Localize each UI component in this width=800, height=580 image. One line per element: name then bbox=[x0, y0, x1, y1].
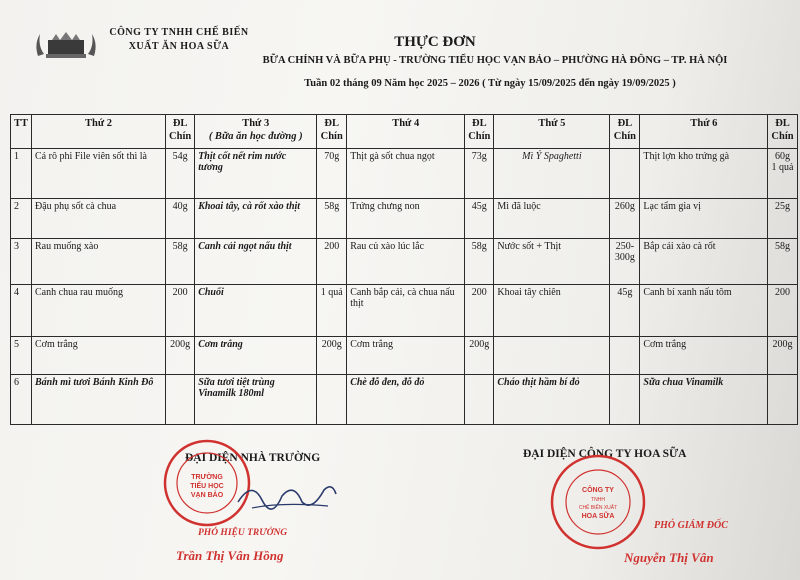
week-range: Tuần 02 tháng 09 Năm học 2025 – 2026 ( Từ ngày 15/09/2025 đến ngày 19/09/2025 ) bbox=[304, 78, 676, 89]
company-signer-title: PHÓ GIÁM ĐỐC bbox=[654, 520, 728, 531]
cell-dish: Mì đã luộc bbox=[494, 199, 610, 239]
school-representative-label: ĐẠI DIỆN NHÀ TRƯỜNG bbox=[185, 452, 321, 464]
cell-qty bbox=[610, 149, 640, 199]
table-header-row bbox=[11, 115, 798, 149]
cell-dish: Cá rô phi File viên sốt thì là bbox=[32, 149, 166, 199]
cell-tt: 2 bbox=[11, 199, 32, 239]
svg-text:CÔNG TY: CÔNG TY bbox=[582, 487, 614, 494]
cell-dish: Cơm trắng bbox=[195, 337, 317, 375]
cell-dish: Cơm trắng bbox=[640, 337, 768, 375]
cell-qty: 25g bbox=[768, 199, 797, 239]
cell-dish: Mì Ý Spaghetti bbox=[494, 149, 610, 199]
cell-dish: Nước sốt + Thịt bbox=[494, 239, 610, 285]
table-row bbox=[11, 337, 798, 375]
cell-qty bbox=[166, 375, 195, 425]
school-signer-name: Trần Thị Vân Hồng bbox=[176, 548, 284, 563]
cell-dish: Trứng chưng non bbox=[347, 199, 465, 239]
cell-qty: 1 quả bbox=[317, 285, 347, 337]
cell-qty: 200g bbox=[166, 337, 195, 375]
company-name-line2: XUẤT ĂN HOA SỮA bbox=[128, 41, 230, 52]
cell-qty: 58g bbox=[317, 199, 347, 239]
svg-text:HOA SỮA: HOA SỮA bbox=[581, 513, 615, 520]
cell-qty bbox=[610, 337, 640, 375]
cell-qty: 200g bbox=[317, 337, 347, 375]
table-row bbox=[11, 149, 798, 199]
cell-dish: Bắp cải xào cà rốt bbox=[640, 239, 768, 285]
cell-dish: Canh bắp cải, cà chua nấu thịt bbox=[347, 285, 465, 337]
table-row bbox=[11, 199, 798, 239]
svg-text:VẠN BẢO: VẠN BẢO bbox=[190, 492, 224, 499]
cell-qty bbox=[610, 375, 640, 425]
cell-dish: Thịt cốt nết rim nước tương bbox=[195, 149, 317, 199]
cell-qty: 200g bbox=[768, 337, 797, 375]
svg-text:CHẾ BIẾN XUẤT: CHẾ BIẾN XUẤT bbox=[578, 505, 618, 511]
cell-dish: Rau muống xào bbox=[32, 239, 166, 285]
cell-qty: 200 bbox=[317, 239, 347, 285]
cell-dish: Bánh mì tươi Bánh Kinh Đô bbox=[32, 375, 166, 425]
col-dl-chin: ĐL Chín bbox=[610, 115, 640, 149]
col-thu6: Thứ 6 bbox=[640, 115, 768, 149]
col-tt: TT bbox=[11, 115, 32, 149]
col-thu5: Thứ 5 bbox=[494, 115, 610, 149]
cell-qty bbox=[465, 375, 494, 425]
cell-tt: 6 bbox=[11, 375, 32, 425]
cell-dish: Chuối bbox=[195, 285, 317, 337]
cell-qty: 200 bbox=[768, 285, 797, 337]
cell-dish bbox=[494, 337, 610, 375]
cell-qty: 200 bbox=[166, 285, 195, 337]
col-dl-chin: ĐL Chín bbox=[166, 115, 195, 149]
cell-tt: 5 bbox=[11, 337, 32, 375]
company-stamp bbox=[548, 452, 648, 552]
cell-qty: 260g bbox=[610, 199, 640, 239]
svg-text:TRƯỜNG: TRƯỜNG bbox=[191, 474, 223, 481]
cell-tt: 4 bbox=[11, 285, 32, 337]
cell-qty: 58g bbox=[166, 239, 195, 285]
cell-qty: 200g bbox=[465, 337, 494, 375]
cell-dish: Thịt lợn kho trứng gà bbox=[640, 149, 768, 199]
cell-dish: Thịt gà sốt chua ngọt bbox=[347, 149, 465, 199]
col-dl-chin: ĐL Chín bbox=[317, 115, 347, 149]
cell-dish: Khoai tây chiên bbox=[494, 285, 610, 337]
cell-qty: 45g bbox=[465, 199, 494, 239]
cell-qty: 70g bbox=[317, 149, 347, 199]
school-signer-title: PHÓ HIỆU TRƯỞNG bbox=[198, 528, 288, 538]
cell-qty: 60g 1 quả bbox=[768, 149, 797, 199]
cell-dish: Sữa chua Vinamilk bbox=[640, 375, 768, 425]
col-thu3: Thứ 3 ( Bữa ăn học đường ) bbox=[195, 115, 317, 149]
cell-qty: 54g bbox=[166, 149, 195, 199]
table-row bbox=[11, 239, 798, 285]
company-name-line1: CÔNG TY TNHH CHẾ BIẾN bbox=[109, 27, 249, 38]
cell-dish: Cơm trắng bbox=[347, 337, 465, 375]
cell-dish: Canh chua rau muống bbox=[32, 285, 166, 337]
cell-tt: 1 bbox=[11, 149, 32, 199]
cell-dish: Canh cải ngọt nấu thịt bbox=[195, 239, 317, 285]
col-thu2: Thứ 2 bbox=[32, 115, 166, 149]
school-signature bbox=[232, 472, 342, 522]
menu-table bbox=[10, 114, 798, 425]
col-dl-chin: ĐL Chín bbox=[768, 115, 797, 149]
cell-qty bbox=[768, 375, 797, 425]
table-row bbox=[11, 375, 798, 425]
cell-dish: Cơm trắng bbox=[32, 337, 166, 375]
company-representative-label: ĐẠI DIỆN CÔNG TY HOA SỮA bbox=[523, 448, 687, 460]
cell-qty bbox=[317, 375, 347, 425]
cell-dish: Sữa tươi tiệt trùng Vinamilk 180ml bbox=[195, 375, 317, 425]
company-signer-name: Nguyễn Thị Vân bbox=[624, 550, 714, 565]
table-row bbox=[11, 285, 798, 337]
cell-dish: Cháo thịt hầm bí đỏ bbox=[494, 375, 610, 425]
col-dl-chin: ĐL Chín bbox=[465, 115, 494, 149]
cell-qty: 200 bbox=[465, 285, 494, 337]
svg-text:TNHH: TNHH bbox=[591, 497, 605, 503]
cell-dish: Đậu phụ sốt cà chua bbox=[32, 199, 166, 239]
cell-dish: Rau củ xào lúc lắc bbox=[347, 239, 465, 285]
cell-qty: 58g bbox=[768, 239, 797, 285]
cell-qty: 45g bbox=[610, 285, 640, 337]
cell-tt: 3 bbox=[11, 239, 32, 285]
cell-dish: Canh bí xanh nấu tôm bbox=[640, 285, 768, 337]
page-title: THỰC ĐƠN bbox=[394, 34, 476, 50]
cell-qty: 40g bbox=[166, 199, 195, 239]
cell-qty: 58g bbox=[465, 239, 494, 285]
cell-dish: Khoai tây, cà rốt xào thịt bbox=[195, 199, 317, 239]
page-subtitle: BỮA CHÍNH VÀ BỮA PHỤ - TRƯỜNG TIỂU HỌC VẠN BẢO – PHƯỜNG HÀ ĐÔNG – TP. HÀ NỘI bbox=[262, 55, 728, 66]
cell-qty: 73g bbox=[465, 149, 494, 199]
cell-dish: Lạc tẩm gia vị bbox=[640, 199, 768, 239]
svg-text:TIỂU HỌC: TIỂU HỌC bbox=[190, 483, 224, 490]
cell-dish: Chè đỗ đen, đỗ đỏ bbox=[347, 375, 465, 425]
cell-qty: 250-300g bbox=[610, 239, 640, 285]
col-thu4: Thứ 4 bbox=[347, 115, 465, 149]
